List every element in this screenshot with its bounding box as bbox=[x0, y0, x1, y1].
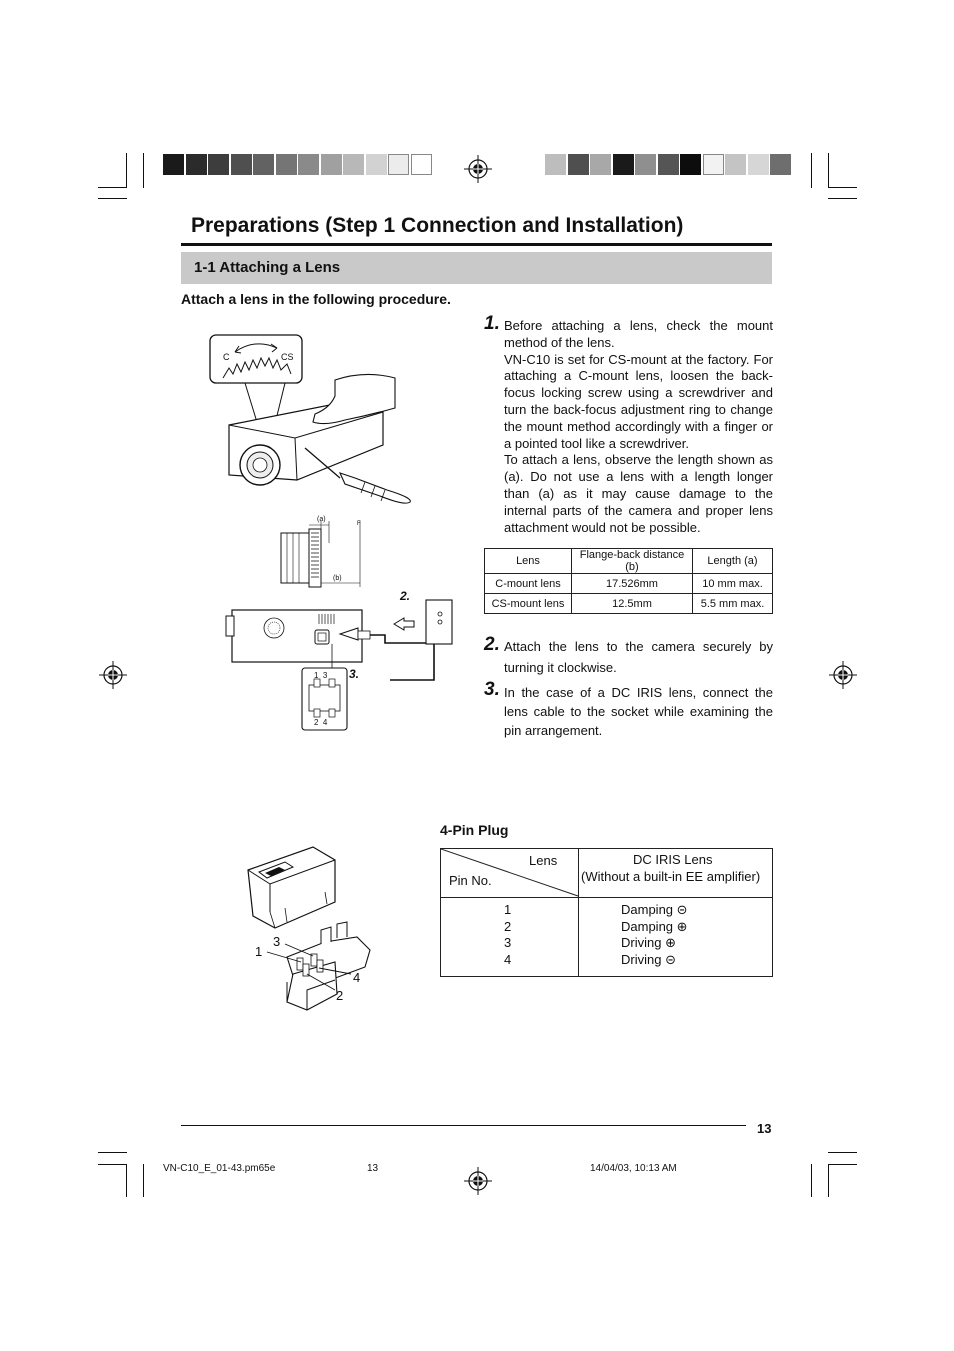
table-header-cell: Length (a) bbox=[693, 549, 773, 574]
color-swatch bbox=[298, 154, 319, 175]
color-swatch bbox=[186, 154, 207, 175]
step-2-number: 2. bbox=[484, 634, 500, 655]
mark-cs: CS bbox=[281, 352, 294, 362]
registration-target-icon bbox=[99, 661, 127, 689]
color-swatch bbox=[613, 154, 634, 175]
color-swatch bbox=[231, 154, 252, 175]
pin-number: 4 bbox=[504, 952, 512, 967]
table-header-cell: Flange-back distance (b) bbox=[572, 549, 693, 574]
header-pin-no: Pin No. bbox=[449, 873, 492, 888]
color-swatch bbox=[658, 154, 679, 175]
color-swatch bbox=[321, 154, 342, 175]
lens-length-diagram bbox=[277, 513, 367, 593]
camera-backfocus-illustration bbox=[205, 330, 420, 510]
color-calibration-bar-left bbox=[163, 154, 433, 175]
page-number: 13 bbox=[757, 1121, 772, 1136]
pin-plug-title: 4-Pin Plug bbox=[440, 822, 509, 838]
color-swatch bbox=[388, 154, 409, 175]
pin-number: 1 bbox=[504, 902, 512, 917]
step-3-paragraph: In the case of a DC IRIS lens, connect the lens cable to the socket while examining the pin arrangement. bbox=[504, 685, 773, 738]
mark-c: C bbox=[223, 352, 230, 362]
table-row bbox=[485, 594, 773, 614]
page-title: Preparations (Step 1 Connection and Installation) bbox=[191, 214, 684, 237]
label-b: (b) bbox=[333, 575, 342, 582]
registration-target-icon bbox=[464, 1167, 492, 1195]
label-f: F bbox=[357, 521, 361, 527]
section-heading-text: 1-1 Attaching a Lens bbox=[194, 259, 341, 276]
table-cell: CS-mount lens bbox=[485, 594, 572, 614]
step-1 bbox=[484, 313, 773, 536]
color-swatch bbox=[703, 154, 724, 175]
table-cell: C-mount lens bbox=[485, 574, 572, 594]
color-swatch bbox=[276, 154, 297, 175]
table-header-cell: Lens bbox=[485, 549, 572, 574]
footer-timestamp: 14/04/03, 10:13 AM bbox=[590, 1163, 677, 1174]
step-2-paragraph: Attach the lens to the camera securely by turning it clockwise. bbox=[504, 639, 773, 675]
color-swatch bbox=[725, 154, 746, 175]
step-2 bbox=[484, 636, 773, 678]
pin-number: 3 bbox=[504, 935, 512, 950]
color-swatch bbox=[680, 154, 701, 175]
table-cell: 12.5mm bbox=[572, 594, 693, 614]
step-1-paragraph: Before attaching a lens, check the mount method of the lens. bbox=[504, 318, 773, 350]
pin-label-2: 2 bbox=[336, 988, 344, 1003]
pin-function: Driving ⊕ bbox=[621, 935, 676, 950]
footer-rule bbox=[181, 1125, 746, 1126]
pin-plug-illustration bbox=[245, 842, 380, 1017]
header-lens: Lens bbox=[529, 853, 558, 868]
lens-spec-table bbox=[484, 548, 773, 614]
footer-filename: VN-C10_E_01-43.pm65e bbox=[163, 1163, 276, 1174]
table-cell: 5.5 mm max. bbox=[693, 594, 773, 614]
pins-top-label: 1 3 bbox=[314, 671, 328, 680]
color-swatch bbox=[163, 154, 184, 175]
color-calibration-bar-right bbox=[545, 154, 793, 175]
registration-target-icon bbox=[829, 661, 857, 689]
callout-step2: 2. bbox=[400, 589, 411, 603]
color-swatch bbox=[343, 154, 364, 175]
pin-label-1: 1 bbox=[255, 944, 263, 959]
title-rule bbox=[181, 243, 772, 246]
header-dc-iris: DC IRIS Lens bbox=[633, 852, 713, 867]
intro-text: Attach a lens in the following procedure. bbox=[181, 291, 451, 307]
section-heading bbox=[181, 252, 772, 284]
color-swatch bbox=[545, 154, 566, 175]
color-swatch bbox=[208, 154, 229, 175]
step-1-number: 1. bbox=[484, 313, 500, 334]
table-header-row bbox=[485, 549, 773, 574]
color-swatch bbox=[770, 154, 791, 175]
color-swatch bbox=[590, 154, 611, 175]
color-swatch bbox=[411, 154, 432, 175]
color-swatch bbox=[748, 154, 769, 175]
footer-page: 13 bbox=[367, 1163, 379, 1174]
callout-step3: 3. bbox=[349, 667, 360, 681]
pin-label-4: 4 bbox=[353, 970, 361, 985]
color-swatch bbox=[568, 154, 589, 175]
pin-function: Damping ⊕ bbox=[621, 919, 688, 934]
color-swatch bbox=[635, 154, 656, 175]
step-1-paragraph: VN-C10 is set for CS-mount at the factory. For attaching a C-mount lens, loosen the back-focus locking screw using a screwdriver and turn the back-focus adjustment ring to change the mount method accordingly with a finger or a pointed tool like a screwdriver. bbox=[504, 351, 773, 451]
registration-target-icon bbox=[464, 155, 492, 183]
pin-table-divider bbox=[578, 849, 579, 976]
lens-connector-diagram bbox=[222, 588, 462, 733]
step-1-paragraph: To attach a lens, observe the length shown as (a). Do not use a lens with a length longer than (a) as it may cause damage to the internal parts of the camera and proper lens attachment would not be possible. bbox=[504, 452, 773, 535]
table-cell: 10 mm max. bbox=[693, 574, 773, 594]
pin-number: 2 bbox=[504, 919, 512, 934]
label-a: (a) bbox=[317, 516, 326, 523]
color-swatch bbox=[253, 154, 274, 175]
pin-plug-table bbox=[440, 848, 773, 977]
pin-label-3: 3 bbox=[273, 934, 281, 949]
color-swatch bbox=[366, 154, 387, 175]
table-row bbox=[485, 574, 773, 594]
pin-function: Damping ⊝ bbox=[621, 902, 688, 917]
table-cell: 17.526mm bbox=[572, 574, 693, 594]
step-3 bbox=[484, 679, 773, 740]
pin-function: Driving ⊝ bbox=[621, 952, 676, 967]
pins-bottom-label: 2 4 bbox=[314, 718, 328, 727]
step-3-number: 3. bbox=[484, 679, 500, 700]
header-dc-iris-note: (Without a built-in EE amplifier) bbox=[581, 869, 761, 884]
